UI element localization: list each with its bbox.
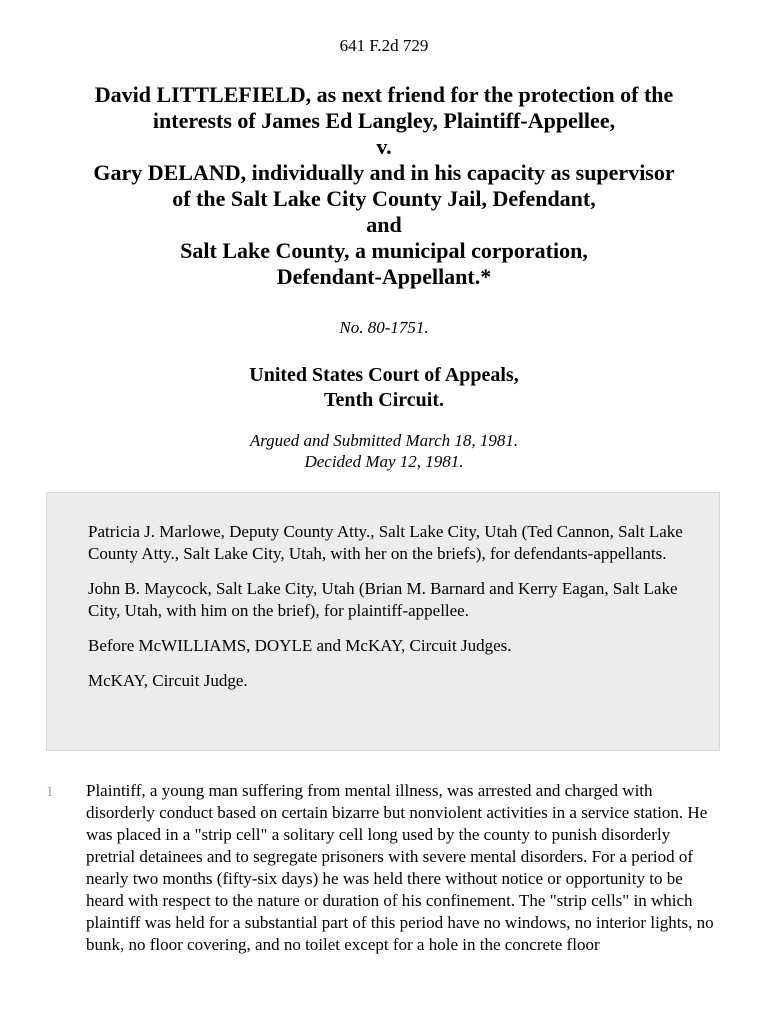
- court-circuit-line: Tenth Circuit.: [323, 389, 445, 411]
- case-caption: [20, 82, 748, 290]
- counsel-appellee: John B. Maycock, Salt Lake City, Utah (Brian M. Barnard and Kerry Eagan, Salt Lake City, Utah, with him on the brief), for plaintiff-appellee.: [88, 579, 678, 620]
- argued-date: Argued and Submitted March 18, 1981.: [249, 431, 519, 450]
- paragraph-text: Plaintiff, a young man suffering from mental illness, was arrested and charged with disorderly conduct based on certain bizarre but nonviolent activities in a service station. He was placed in a "strip cell" a solitary cell long used by the county to punish disorderly pretrial detainees and to segregate prisoners with severe mental disorders. For a period of nearly two months (fifty-six days) he was held there without notice or opportunity to be heard with respect to the nature or duration of his confinement. The "strip cells" in which plaintiff was held for a substantial part of this period have no windows, no interior lights, no bunk, no floor covering, and no toilet except for a hole in the concrete floor: [86, 781, 714, 954]
- caption-line: interests of James Ed Langley, Plaintiff-Appellee,: [152, 108, 616, 133]
- case-dates: [0, 430, 768, 472]
- caption-line: and: [366, 212, 402, 237]
- opinion-paragraph: [46, 780, 720, 956]
- paragraph-number: 1: [46, 784, 54, 800]
- caption-line: Gary DELAND, individually and in his capacity as supervisor: [93, 160, 675, 185]
- court-name: [0, 363, 768, 413]
- caption-line: David LITTLEFIELD, as next friend for the protection of the: [94, 82, 674, 107]
- opinion-author: McKAY, Circuit Judge.: [88, 671, 248, 690]
- court-name-line: United States Court of Appeals,: [249, 364, 519, 386]
- counsel-appellants: Patricia J. Marlowe, Deputy County Atty., Salt Lake City, Utah (Ted Cannon, Salt Lake County Atty., Salt Lake City, Utah, with her on the briefs), for defendants-appellants.: [88, 522, 683, 563]
- caption-line: of the Salt Lake City County Jail, Defendant,: [172, 186, 596, 211]
- docket-number: No. 80-1751.: [339, 318, 429, 337]
- caption-line: v.: [376, 134, 392, 159]
- judges-panel: Before McWILLIAMS, DOYLE and McKAY, Circuit Judges.: [88, 636, 512, 655]
- caption-line: Salt Lake County, a municipal corporation,: [180, 238, 588, 263]
- counsel-panel: [46, 492, 720, 751]
- case-citation: 641 F.2d 729: [339, 36, 429, 55]
- decided-date: Decided May 12, 1981.: [304, 452, 464, 471]
- caption-line: Defendant-Appellant.*: [276, 264, 492, 289]
